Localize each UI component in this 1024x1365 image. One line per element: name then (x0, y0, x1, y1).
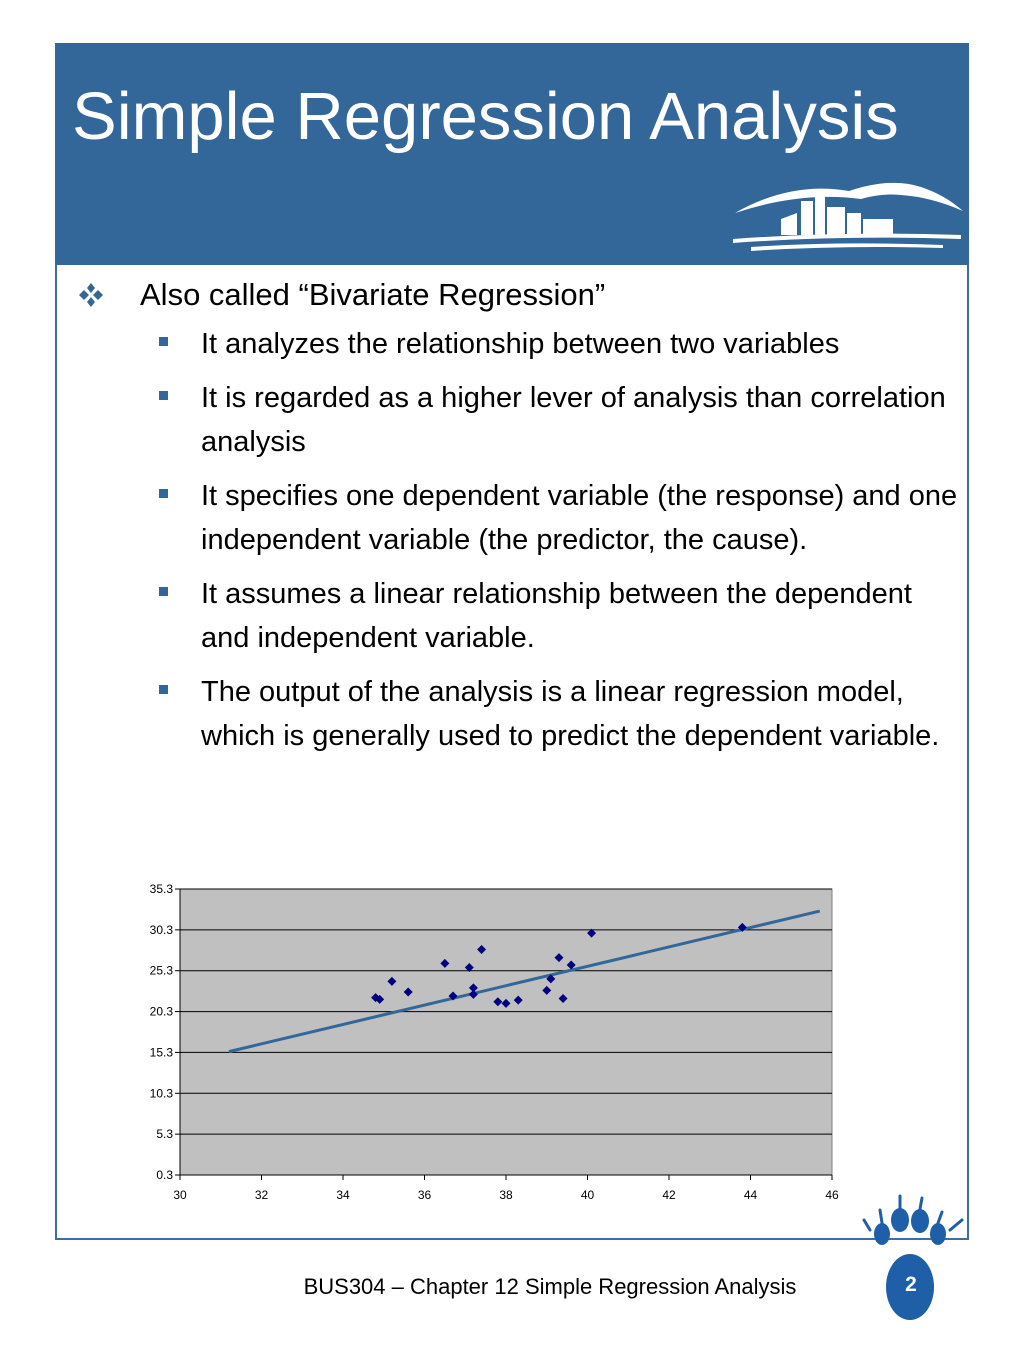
campus-skyline-logo-icon (731, 173, 963, 253)
y-tick-label: 35.3 (149, 882, 173, 896)
main-bullet-text: Also called “Bivariate Regression” (140, 277, 606, 312)
sub-bullet (78, 572, 963, 660)
page-number: 2 (905, 1273, 917, 1296)
square-bullet-icon (159, 489, 168, 498)
y-tick-label: 30.3 (149, 922, 173, 937)
square-bullet-icon (159, 587, 168, 596)
sub-bullet-text: It specifies one dependent variable (the response) and one independent variable (the predictor, the cause). (201, 480, 958, 556)
footer-course-text: BUS304 – Chapter 12 Simple Regression Analysis (303, 1274, 797, 1299)
y-tick-label: 5.3 (156, 1127, 173, 1142)
y-tick-label: 15.3 (149, 1045, 173, 1060)
main-bullet (78, 272, 963, 318)
sub-bullet-text: It analyzes the relationship between two variables (201, 328, 840, 360)
x-tick-label: 30 (173, 1188, 187, 1202)
square-bullet-icon (159, 337, 168, 346)
sub-bullet-text: The output of the analysis is a linear regression model, which is generally used to predict the dependent variable. (201, 676, 940, 752)
x-tick-label: 40 (580, 1188, 595, 1202)
x-tick-label: 46 (825, 1188, 839, 1202)
diamond-cluster-icon (78, 282, 104, 308)
scatter-chart (120, 868, 860, 1218)
square-bullet-icon (159, 391, 168, 400)
y-tick-label: 10.3 (149, 1086, 173, 1101)
x-tick-label: 42 (662, 1188, 676, 1202)
x-tick-label: 38 (499, 1188, 513, 1202)
sub-bullet (78, 376, 963, 464)
y-tick-label: 25.3 (149, 963, 173, 978)
sub-bullet-text: It assumes a linear relationship between the dependent and independent variable. (201, 578, 912, 654)
sub-bullet (78, 322, 963, 366)
slide-title: Simple Regression Analysis (72, 79, 899, 154)
sub-bullet (78, 474, 963, 562)
title-banner (55, 43, 969, 265)
x-tick-label: 44 (743, 1188, 758, 1202)
x-tick-label: 32 (254, 1188, 269, 1202)
y-tick-label: 0.3 (156, 1168, 173, 1182)
square-bullet-icon (159, 685, 168, 694)
bullet-list (78, 272, 963, 768)
sub-bullet-text: It is regarded as a higher lever of analysis than correlation analysis (201, 382, 946, 458)
x-tick-label: 34 (336, 1188, 350, 1202)
paw-print-icon (862, 1190, 972, 1325)
y-tick-label: 20.3 (149, 1004, 173, 1019)
x-tick-label: 36 (417, 1188, 432, 1202)
sub-bullet (78, 670, 963, 758)
